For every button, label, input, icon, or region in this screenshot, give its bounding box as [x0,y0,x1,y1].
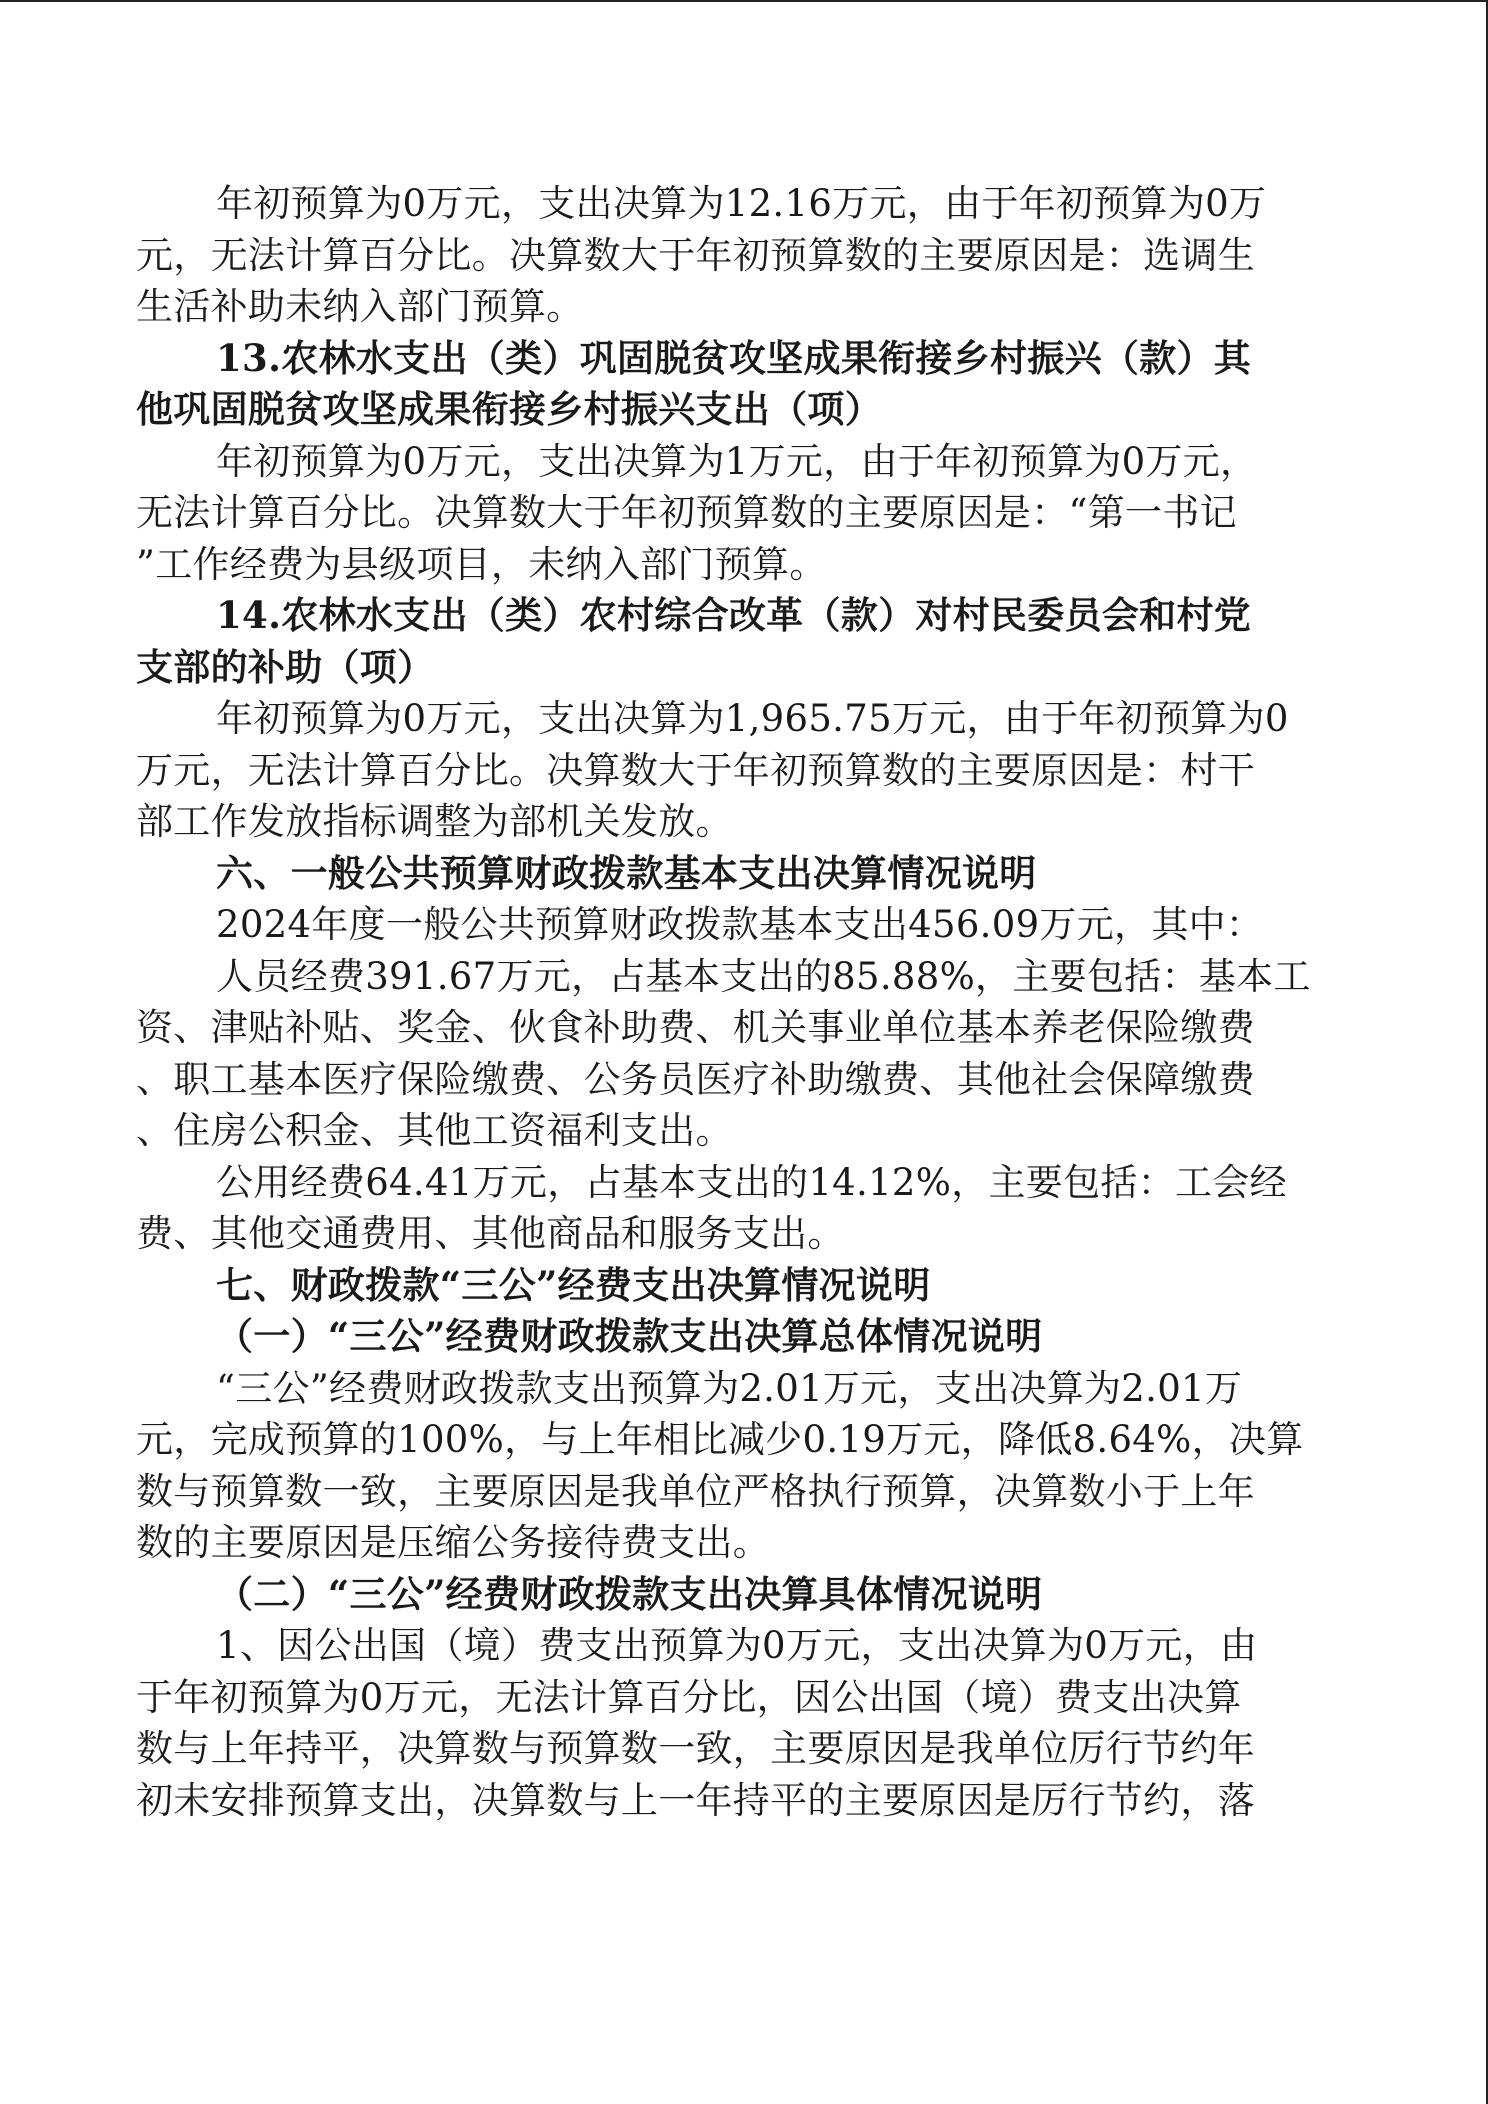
section-heading-line: 支部的补助（项） [136,644,435,689]
section-heading-line: （二）“三公”经费财政拨款支出决算具体情况说明 [216,1571,1043,1616]
body-text-line: 年初预算为0万元，支出决算为1万元，由于年初预算为0万元， [216,439,1258,483]
section-heading-line: 13.农林水支出（类）巩固脱贫攻坚成果衔接乡村振兴（款）其 [216,335,1252,380]
body-text-line: 于年初预算为0万元，无法计算百分比，因公出国（境）费支出决算 [136,1675,1242,1719]
body-text-line: 元，无法计算百分比。决算数大于年初预算数的主要原因是：选调生 [136,233,1255,277]
body-text-line: 生活补助未纳入部门预算。 [136,285,584,328]
section-heading-line: 六、一般公共预算财政拨款基本支出决算情况说明 [216,850,1037,895]
body-text-line: 元，完成预算的100%，与上年相比减少0.19万元，降低8.64%，决算 [136,1418,1304,1461]
page-border-top [0,0,1488,2]
body-text-line: 、住房公积金、其他工资福利支出。 [136,1109,733,1152]
body-text-line: 数的主要原因是压缩公务接待费支出。 [136,1521,771,1564]
body-text-line: 年初预算为0万元，支出决算为1,965.75万元，由于年初预算为0 [216,697,1289,740]
section-heading-line: 七、财政拨款“三公”经费支出决算情况说明 [216,1262,931,1307]
body-text-line: 、职工基本医疗保险缴费、公务员医疗补助缴费、其他社会保障缴费 [136,1057,1255,1101]
body-text-line: 数与上年持平，决算数与预算数一致，主要原因是我单位厉行节约年 [136,1727,1255,1770]
body-text-line: 数与预算数一致，主要原因是我单位严格执行预算，决算数小于上年 [136,1469,1255,1513]
body-text-line: 1、因公出国（境）费支出预算为0万元，支出决算为0万元，由 [216,1624,1258,1667]
body-text-line: “三公”经费财政拨款支出预算为2.01万元，支出决算为2.01万 [216,1366,1243,1410]
body-text-line: 2024年度一般公共预算财政拨款基本支出456.09万元，其中： [216,903,1264,946]
body-text-line: 资、津贴补贴、奖金、伙食补助费、机关事业单位基本养老保险缴费 [136,1006,1255,1049]
body-text-line: 万元，无法计算百分比。决算数大于年初预算数的主要原因是：村干 [136,748,1255,792]
body-text-line: 无法计算百分比。决算数大于年初预算数的主要原因是：“第一书记 [136,491,1237,534]
body-text-line: 年初预算为0万元，支出决算为12.16万元，由于年初预算为0万 [216,182,1267,225]
section-heading-line: 他巩固脱贫攻坚成果衔接乡村振兴支出（项） [136,387,882,431]
section-heading-line: 14.农林水支出（类）农村综合改革（款）对村民委员会和村党 [216,593,1252,637]
body-text-line: 费、其他交通费用、其他商品和服务支出。 [136,1212,845,1255]
body-text-line: 初未安排预算支出，决算数与上一年持平的主要原因是厉行节约，落 [136,1778,1255,1822]
body-text-line: ”工作经费为县级项目，未纳入部门预算。 [136,542,827,586]
section-heading-line: （一）“三公”经费财政拨款支出决算总体情况说明 [216,1314,1043,1358]
body-text-line: 部工作发放指标调整为部机关发放。 [136,800,733,843]
body-text-line: 公用经费64.41万元，占基本支出的14.12%，主要包括：工会经 [216,1160,1287,1204]
document-page [136,178,1340,1826]
body-text-line: 人员经费391.67万元，占基本支出的85.88%，主要包括：基本工 [216,954,1311,998]
